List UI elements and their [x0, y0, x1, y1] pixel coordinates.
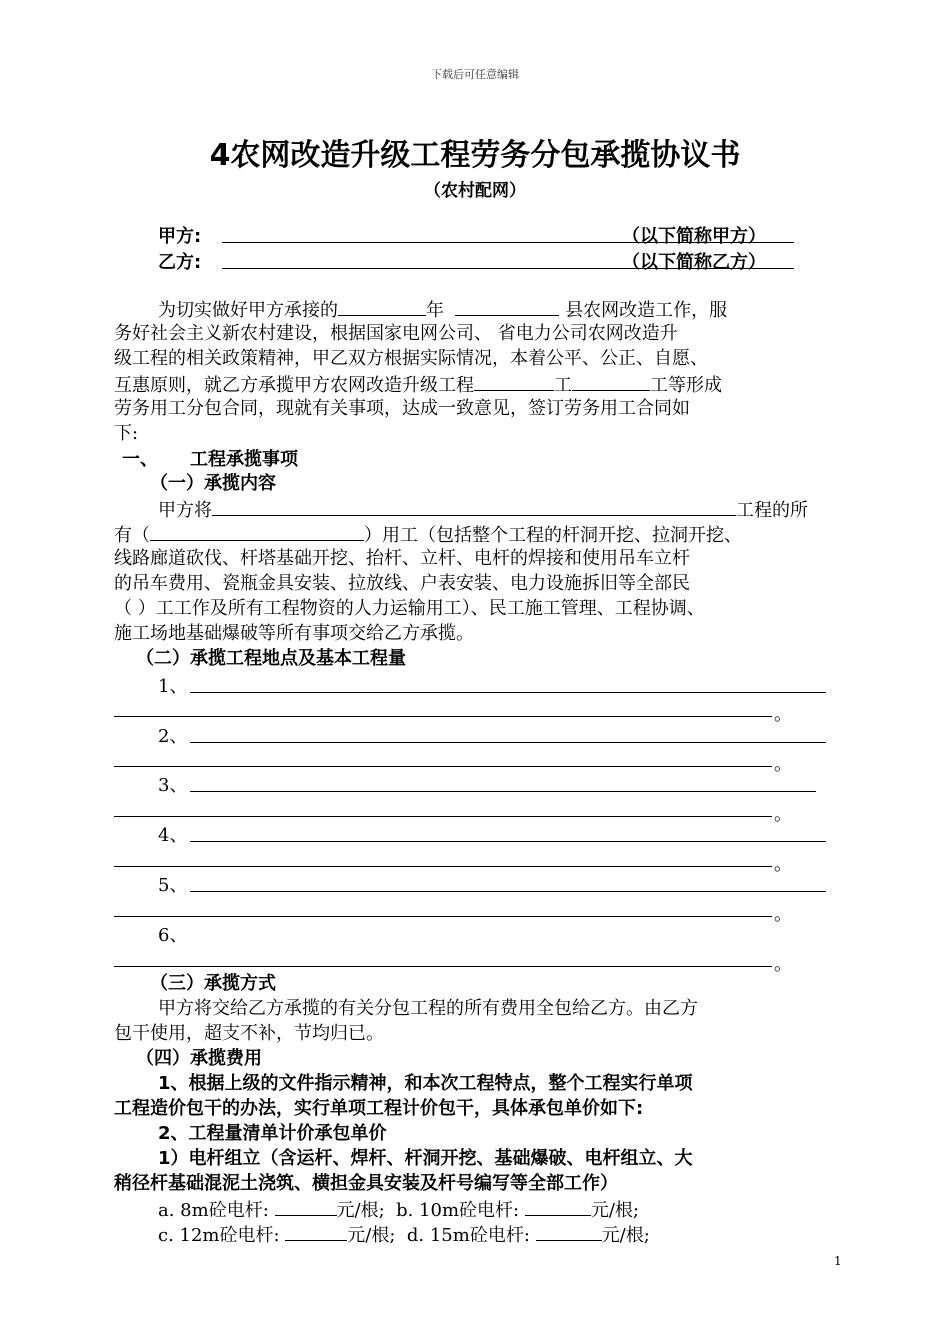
- location-item-number: 3、: [158, 775, 188, 796]
- fee-line-1: 1、根据上级的文件指示精神，和本次工程特点，整个工程实行单项: [158, 1073, 693, 1094]
- fee-line-2: 工程造价包干的办法，实行单项工程计价包干，具体承包单价如下:: [114, 1098, 644, 1119]
- location-item-blank[interactable]: [190, 791, 816, 792]
- location-item-blank[interactable]: [114, 916, 772, 917]
- price-unit: 元/根;: [336, 1200, 385, 1221]
- location-item-number: 2、: [158, 726, 188, 747]
- intro-line-3: 级工程的相关政策精神，甲乙双方根据实际情况，本着公平、公正、自愿、: [114, 348, 708, 369]
- section-1-title: 工程承揽事项: [190, 449, 298, 470]
- subsection-3-title: （三）承揽方式: [150, 973, 276, 994]
- party-a-suffix: （以下简称甲方）: [622, 226, 766, 247]
- project-name-blank[interactable]: [212, 496, 736, 516]
- location-item-number: 6、: [158, 925, 188, 946]
- price-unit: 元/根;: [347, 1225, 396, 1246]
- county-blank[interactable]: [455, 296, 559, 316]
- section-1-number: 一、: [122, 449, 158, 470]
- price-row-1: [158, 1196, 639, 1223]
- price-label-8m: a. 8m砼电杆:: [158, 1200, 269, 1221]
- intro-line-6: 下:: [114, 423, 139, 444]
- project-blank-1[interactable]: [474, 371, 554, 391]
- party-a-label: 甲方:: [158, 226, 202, 247]
- method-line-2: 包干使用，超支不补，节均归已。: [114, 1023, 384, 1044]
- price-label-15m: d. 15m砼电杆:: [406, 1225, 530, 1246]
- location-item-blank[interactable]: [114, 766, 772, 767]
- location-item-number: 5、: [158, 875, 188, 896]
- location-item-blank[interactable]: [114, 716, 772, 717]
- content-line-3: 线路廊道砍伐、杆塔基础开挖、抬杆、立杆、电杆的焊接和使用吊车立杆: [114, 548, 690, 569]
- content-text: 有（: [114, 525, 150, 546]
- intro-line-4: [114, 371, 722, 398]
- fee-line-5: 稍径杆基础混泥土浇筑、横担金具安装及杆号编写等全部工作）: [114, 1173, 618, 1194]
- header-note: 下载后可任意编辑: [431, 68, 519, 81]
- price-label-10m: b. 10m砼电杆:: [396, 1200, 520, 1221]
- document-title: 4农网改造升级工程劳务分包承揽协议书: [209, 138, 741, 173]
- intro-text: 年: [426, 300, 444, 321]
- intro-text: 工: [554, 375, 572, 396]
- content-line-6: 施工场地基础爆破等所有事项交给乙方承揽。: [114, 623, 474, 644]
- price-unit: 元/根;: [601, 1225, 650, 1246]
- intro-line-1: [158, 296, 727, 323]
- location-item-end: 。: [774, 754, 792, 775]
- price-row-2: [158, 1221, 650, 1248]
- party-b-label: 乙方:: [158, 252, 202, 273]
- content-text: 甲方将: [158, 500, 212, 521]
- location-item-blank[interactable]: [114, 966, 772, 967]
- location-item-end: 。: [774, 804, 792, 825]
- page-number: 1: [834, 1254, 842, 1268]
- intro-line-2: 务好社会主义新农村建设，根据国家电网公司、 省电力公司农网改造升: [114, 323, 678, 344]
- document-subtitle: （农村配网）: [424, 181, 526, 201]
- intro-text: 互惠原则，就乙方承揽甲方农网改造升级工程: [114, 375, 474, 396]
- location-item-number: 4、: [158, 825, 188, 846]
- content-line-1: [158, 496, 808, 523]
- price-label-12m: c. 12m砼电杆:: [158, 1225, 280, 1246]
- price-blank-15m[interactable]: [536, 1221, 602, 1241]
- location-item-end: 。: [774, 704, 792, 725]
- year-blank[interactable]: [338, 296, 426, 316]
- location-item-end: 。: [774, 904, 792, 925]
- location-item-blank[interactable]: [114, 866, 772, 867]
- party-b-suffix: （以下简称乙方）: [622, 252, 766, 273]
- subsection-2-title: （二）承揽工程地点及基本工程量: [136, 648, 406, 669]
- content-text: 工程的所: [736, 500, 808, 521]
- intro-line-5: 劳务用工分包合同，现就有关事项，达成一致意见，签订劳务用工合同如: [114, 398, 690, 419]
- project-blank-2[interactable]: [572, 371, 650, 391]
- subsection-1-title: （一）承揽内容: [150, 473, 276, 494]
- price-blank-12m[interactable]: [285, 1221, 347, 1241]
- method-line-1: 甲方将交给乙方承揽的有关分包工程的所有费用全包给乙方。由乙方: [158, 998, 698, 1019]
- intro-text: 为切实做好甲方承接的: [158, 300, 338, 321]
- location-item-end: 。: [774, 854, 792, 875]
- price-blank-8m[interactable]: [275, 1196, 337, 1216]
- fee-line-4: 1）电杆组立（含运杆、焊杆、杆洞开挖、基础爆破、电杆组立、大: [158, 1148, 693, 1169]
- location-item-blank[interactable]: [190, 891, 826, 892]
- location-item-blank[interactable]: [114, 816, 772, 817]
- location-item-blank[interactable]: [190, 692, 826, 693]
- intro-text: 工等形成: [650, 375, 722, 396]
- location-item-blank[interactable]: [190, 841, 826, 842]
- content-line-2: [114, 521, 742, 548]
- intro-text: 县农网改造工作，服: [565, 300, 728, 321]
- fee-line-3: 2、工程量清单计价承包单价: [158, 1123, 387, 1144]
- price-unit: 元/根;: [590, 1200, 639, 1221]
- location-item-number: 1、: [158, 676, 188, 697]
- location-item-end: 。: [774, 954, 792, 975]
- content-text: ）用工（包括整个工程的杆洞开挖、拉洞开挖、: [364, 525, 742, 546]
- location-item-blank[interactable]: [190, 742, 826, 743]
- scope-blank[interactable]: [150, 521, 364, 541]
- subsection-4-title: （四）承揽费用: [136, 1048, 262, 1069]
- content-line-4: 的吊车费用、瓷瓶金具安装、拉放线、户表安装、电力设施拆旧等全部民: [114, 573, 690, 594]
- content-line-5: （ ）工工作及所有工程物资的人力运输用工）、民工施工管理、工程协调、: [114, 598, 705, 619]
- price-blank-10m[interactable]: [525, 1196, 591, 1216]
